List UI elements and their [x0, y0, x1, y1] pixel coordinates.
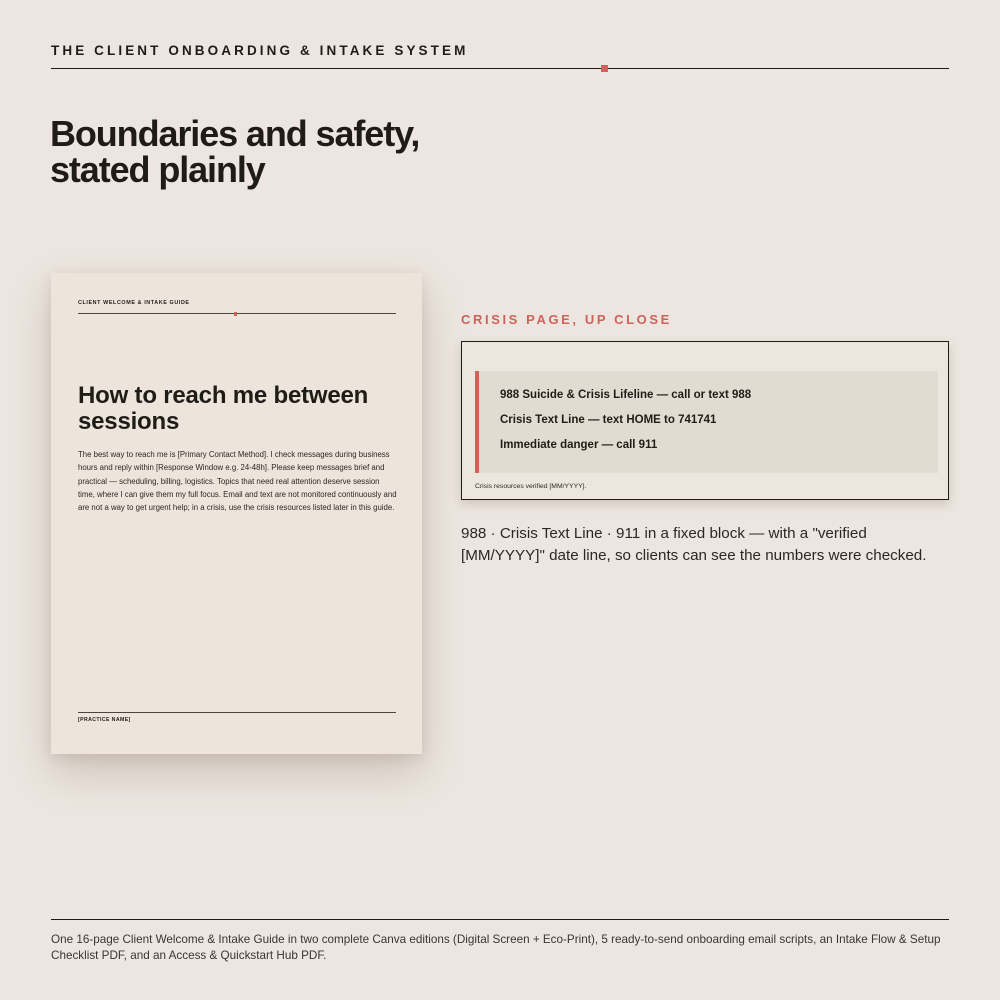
crisis-caption: 988 · Crisis Text Line · 911 in a fixed block — with a "verified [MM/YYYY]" date line, so clients can see the numbers were checked.	[461, 525, 927, 564]
page-headline: Boundaries and safety, stated plainly	[50, 113, 420, 190]
crisis-section-label: CRISIS PAGE, UP CLOSE	[461, 312, 672, 327]
crisis-resources-card	[461, 341, 949, 500]
crisis-resources-block	[475, 371, 938, 473]
header-accent-marker	[601, 65, 608, 72]
guide-footer-divider	[78, 712, 396, 713]
guide-header-divider	[78, 313, 396, 314]
header-title: THE CLIENT ONBOARDING & INTAKE SYSTEM	[51, 43, 469, 58]
crisis-line-911: Immediate danger — call 911	[500, 439, 658, 451]
guide-footer-label: [PRACTICE NAME]	[78, 717, 131, 723]
footer-description: One 16-page Client Welcome & Intake Guide in two complete Canva editions (Digital Screen + Eco-Print), 5 ready-to-send onboarding email scripts, an Intake Flow & Setup Checklist PDF, and an Access & Quickstart Hub PDF.	[51, 933, 941, 962]
footer-divider	[51, 919, 949, 920]
crisis-line-text-line: Crisis Text Line — text HOME to 741741	[500, 414, 717, 426]
guide-accent-marker	[234, 312, 237, 316]
header-divider	[51, 68, 949, 69]
crisis-line-988: 988 Suicide & Crisis Lifeline — call or text 988	[500, 389, 752, 401]
guide-body-text: The best way to reach me is [Primary Contact Method]. I check messages during business hours and reply within [Response Window e.g. 24-48h]. Please keep messages brief and practical — scheduling, billing, logistics. Topics that need real attention deserve session time, where I can give them my full focus. Email and text are not monitored continuously and are not a way to get urgent help; in a crisis, use the crisis resources listed later in this guide.	[78, 450, 397, 513]
guide-header-label: CLIENT WELCOME & INTAKE GUIDE	[78, 300, 190, 306]
crisis-verified-note: Crisis resources verified [MM/YYYY].	[475, 483, 587, 490]
guide-page-title: How to reach me between sessions	[78, 382, 369, 435]
guide-page-preview	[51, 273, 422, 754]
